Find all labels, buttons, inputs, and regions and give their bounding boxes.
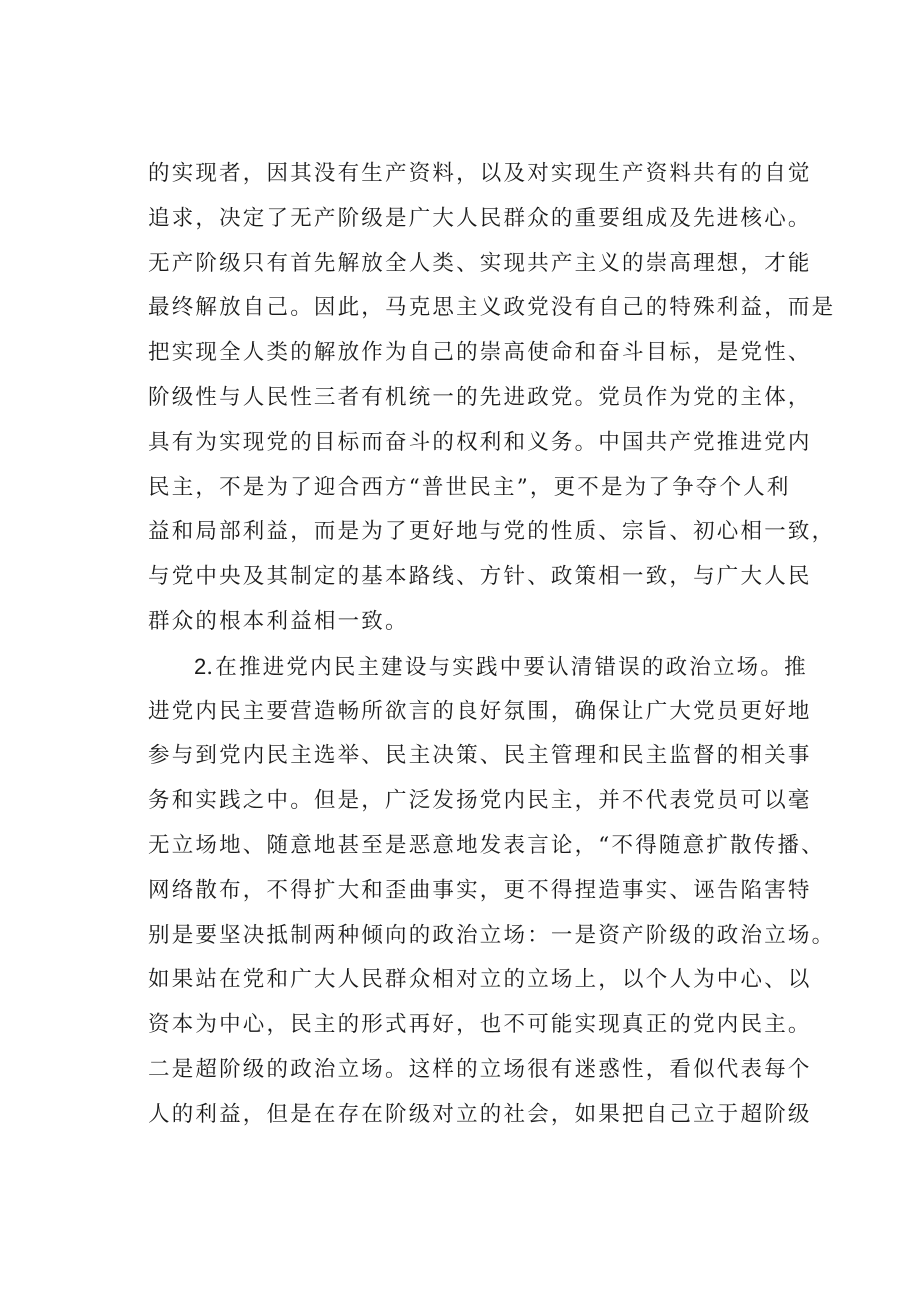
section-number: 2 xyxy=(194,653,207,679)
text-line: 二是超阶级的政治立场。这样的立场很有迷惑性，看似代表每个 xyxy=(148,1056,812,1082)
text-line: 无产阶级只有首先解放全人类、实现共产主义的崇高理想，才能 xyxy=(148,250,812,276)
section-heading-line xyxy=(148,645,808,690)
text-line: 进党内民主要营造畅所欲言的良好氛围，确保让广大党员更好地 xyxy=(148,698,812,724)
text-line: 把实现全人类的解放作为自己的崇高使命和奋斗目标，是党性、 xyxy=(148,340,812,366)
text-line: 追求，决定了无产阶级是广大人民群众的重要组成及先进核心。 xyxy=(148,205,812,231)
text-line: 的实现者，因其没有生产资料，以及对实现生产资料共有的自觉 xyxy=(148,161,812,186)
text-line: 益和局部利益，而是为了更好地与党的性质、宗旨、初心相一致， xyxy=(148,519,836,545)
text-line: 民主，不是为了迎合西方“普世民主”，更不是为了争夺个人利 xyxy=(148,474,791,500)
text-line: 如果站在党和广大人民群众相对立的立场上，以个人为中心、以 xyxy=(148,967,812,993)
text-line: 最终解放自己。因此，马克思主义政党没有自己的特殊利益，而是 xyxy=(148,295,836,321)
text-line: 别是要坚决抵制两种倾向的政治立场：一是资产阶级的政治立场。 xyxy=(148,922,836,948)
text-line: 无立场地、随意地甚至是恶意地发表言论，“不得随意扩散传播、 xyxy=(148,832,825,858)
text-line: 具有为实现党的目标而奋斗的权利和义务。中国共产党推进党内 xyxy=(148,429,812,455)
body-text xyxy=(148,152,836,1138)
section-heading-text: .在推进党内民主建设与实践中要认清错误的政治立场。推 xyxy=(206,654,808,680)
text-line: 网络散布，不得扩大和歪曲事实，更不得捏造事实、诬告陷害特 xyxy=(148,877,812,903)
text-line: 与党中央及其制定的基本路线、方针、政策相一致，与广大人民 xyxy=(148,564,812,590)
text-line: 群众的根本利益相一致。 xyxy=(148,608,409,634)
text-line: 人的利益，但是在存在阶级对立的社会，如果把自己立于超阶级 xyxy=(148,1101,812,1127)
text-line: 参与到党内民主选举、民主决策、民主管理和民主监督的相关事 xyxy=(148,743,812,769)
text-line: 阶级性与人民性三者有机统一的先进政党。党员作为党的主体， xyxy=(148,384,812,410)
text-line: 务和实践之中。但是，广泛发扬党内民主，并不代表党员可以毫 xyxy=(148,788,812,814)
text-line: 资本为中心，民主的形式再好，也不可能实现真正的党内民主。 xyxy=(148,1012,812,1038)
